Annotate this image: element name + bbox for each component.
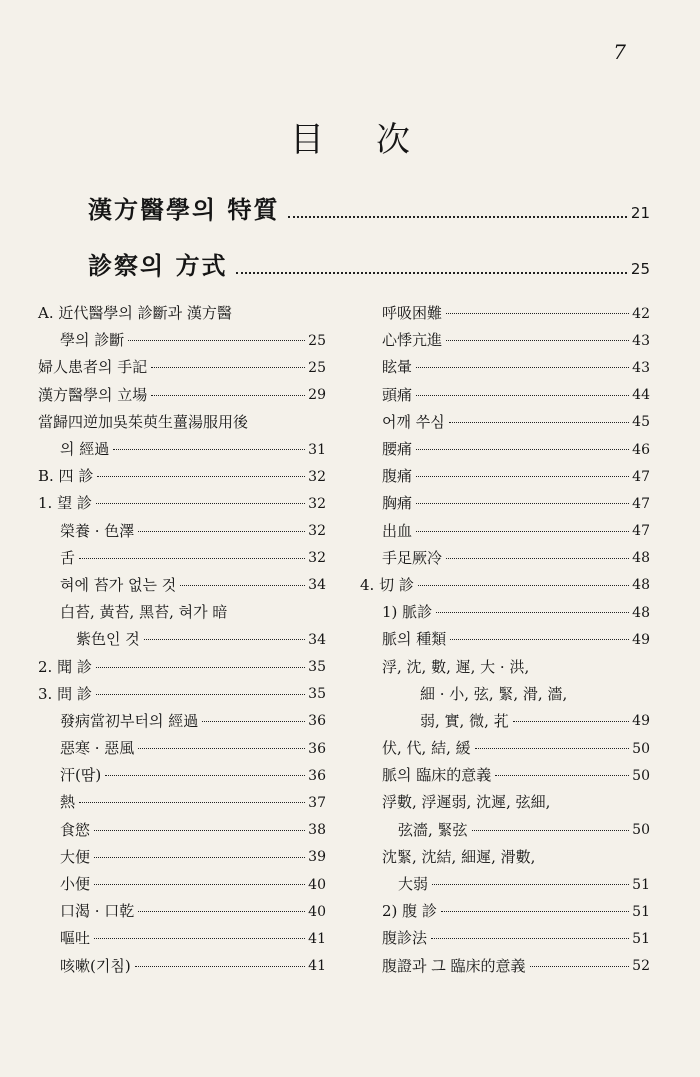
toc-entry [360, 762, 650, 789]
entry-page: 39 [308, 849, 326, 866]
entry-page: 32 [308, 550, 326, 567]
entry-text: 舌 [60, 548, 76, 567]
toc-entry [38, 789, 326, 816]
toc-entry [38, 572, 326, 599]
dot-leader [202, 721, 305, 722]
entry-text: 咳嗽(기침) [60, 956, 131, 975]
toc-entry [360, 599, 650, 626]
dot-leader [151, 367, 305, 368]
dot-leader [446, 313, 629, 314]
dot-leader [418, 585, 629, 586]
entry-page: 25 [630, 260, 650, 278]
dot-leader [441, 911, 629, 912]
entry-text: 어깨 쑤심 [382, 412, 445, 431]
dot-leader [236, 272, 627, 274]
entry-page: 34 [308, 631, 326, 648]
dot-leader [446, 558, 629, 559]
entry-page: 21 [630, 204, 650, 222]
dot-leader [135, 966, 305, 967]
entry-label: 診察의 方式 [88, 252, 228, 280]
entry-page: 32 [308, 495, 326, 512]
toc-entry [360, 789, 650, 816]
entry-page: 44 [632, 387, 650, 404]
dot-leader [432, 884, 629, 885]
toc-entry [360, 681, 650, 708]
toc-entry [38, 925, 326, 952]
entry-text: 浮, 沈, 數, 遲, 大 · 洪, [382, 657, 530, 676]
toc-entry [360, 871, 650, 898]
dot-leader [495, 775, 629, 776]
toc-entry [360, 518, 650, 545]
entry-text: 1) 脈診 [382, 603, 433, 622]
toc-entry [360, 300, 650, 327]
toc-right-column [360, 300, 650, 980]
toc-entry [360, 382, 650, 409]
dot-leader [450, 639, 629, 640]
entry-text: 心悸亢進 [382, 331, 443, 350]
entry-text: 2) 腹 診 [382, 902, 437, 921]
dot-leader [94, 884, 305, 885]
toc-entry [38, 844, 326, 871]
entry-text: 腹證과 그 臨床的意義 [382, 956, 526, 975]
dot-leader [151, 395, 305, 396]
entry-text: 發病當初부터의 經過 [60, 711, 199, 730]
entry-text: 浮數, 浮遲弱, 沈遲, 弦細, [382, 793, 551, 812]
entry-page: 49 [632, 713, 650, 730]
main-entry [88, 190, 650, 225]
dot-leader [436, 612, 629, 613]
entry-page: 48 [632, 604, 650, 621]
entry-text: B. 四 診 [38, 467, 94, 486]
entry-text: 의 經過 [60, 440, 110, 459]
entry-text: 學의 診斷 [60, 331, 125, 350]
entry-text: A. 近代醫學의 診斷과 漢方醫 [38, 304, 232, 323]
toc-entry [360, 817, 650, 844]
dot-leader [431, 938, 629, 939]
toc-entry [360, 409, 650, 436]
dot-leader [105, 775, 305, 776]
page-number: 7 [613, 40, 626, 64]
toc-entry [360, 572, 650, 599]
toc-entry [38, 382, 326, 409]
toc-entry [360, 545, 650, 572]
entry-page: 40 [308, 903, 326, 920]
dot-leader [416, 476, 629, 477]
toc-entry [38, 708, 326, 735]
entry-text: 呼吸困難 [382, 304, 443, 323]
dot-leader [475, 748, 630, 749]
toc-entry [360, 436, 650, 463]
toc-entry [38, 681, 326, 708]
entry-page: 38 [308, 822, 326, 839]
dot-leader [513, 721, 630, 722]
entry-page: 25 [308, 332, 326, 349]
entry-page: 41 [308, 930, 326, 947]
toc-entry [360, 653, 650, 680]
toc-entry [38, 518, 326, 545]
entry-text: 3. 問 診 [38, 684, 92, 703]
toc-entry [38, 463, 326, 490]
entry-page: 37 [308, 794, 326, 811]
entry-text: 大弱 [398, 875, 429, 894]
dot-leader [94, 857, 305, 858]
entry-text: 腰痛 [382, 440, 413, 459]
dot-leader [416, 395, 629, 396]
dot-leader [94, 830, 305, 831]
entry-text: 大便 [60, 847, 91, 866]
dot-leader [144, 639, 305, 640]
entry-page: 43 [632, 332, 650, 349]
entry-text: 腹痛 [382, 467, 413, 486]
page-title: 目次 [290, 120, 462, 160]
toc-entry [38, 898, 326, 925]
toc-entry [360, 735, 650, 762]
entry-text: 當歸四逆加吳茱萸生薑湯服用後 [38, 412, 249, 431]
entry-text: 榮養 · 色澤 [60, 521, 135, 540]
toc-entry [360, 354, 650, 381]
dot-leader [128, 340, 305, 341]
entry-text: 4. 切 診 [360, 575, 414, 594]
dot-leader [446, 340, 629, 341]
entry-page: 51 [632, 903, 650, 920]
toc-entry [360, 844, 650, 871]
entry-page: 35 [308, 686, 326, 703]
toc-left-column [38, 300, 326, 980]
entry-text: 小便 [60, 875, 91, 894]
toc-entry [38, 762, 326, 789]
toc-entry [38, 871, 326, 898]
dot-leader [416, 367, 629, 368]
entry-text: 漢方醫學의 立場 [38, 385, 148, 404]
toc-entry [360, 953, 650, 980]
entry-page: 50 [632, 740, 650, 757]
dot-leader [96, 694, 305, 695]
entry-page: 49 [632, 631, 650, 648]
dot-leader [530, 966, 630, 967]
entry-page: 32 [308, 468, 326, 485]
entry-page: 25 [308, 359, 326, 376]
entry-text: 婦人患者의 手記 [38, 358, 148, 377]
toc-entry [38, 599, 326, 626]
entry-page: 52 [632, 958, 650, 975]
entry-text: 1. 望 診 [38, 494, 92, 513]
dot-leader [416, 531, 629, 532]
entry-page: 29 [308, 387, 326, 404]
entry-text: 脈의 種類 [382, 630, 447, 649]
entry-page: 47 [632, 468, 650, 485]
entry-page: 34 [308, 577, 326, 594]
toc-entry [360, 490, 650, 517]
entry-page: 32 [308, 523, 326, 540]
entry-text: 食慾 [60, 820, 91, 839]
entry-text: 出血 [382, 521, 413, 540]
dot-leader [79, 802, 305, 803]
toc-entry [38, 735, 326, 762]
entry-page: 48 [632, 550, 650, 567]
dot-leader [416, 503, 629, 504]
entry-text: 沈緊, 沈結, 細遲, 滑數, [382, 847, 536, 866]
entry-page: 40 [308, 876, 326, 893]
entry-page: 50 [632, 767, 650, 784]
entry-page: 36 [308, 713, 326, 730]
dot-leader [472, 830, 630, 831]
dot-leader [96, 667, 305, 668]
dot-leader [138, 748, 305, 749]
entry-page: 51 [632, 930, 650, 947]
toc-entry [38, 436, 326, 463]
entry-text: 腹診法 [382, 929, 428, 948]
entry-text: 白苔, 黃苔, 黑苔, 혀가 暗 [60, 603, 228, 622]
main-entry [88, 246, 650, 281]
toc-entry [360, 626, 650, 653]
toc-entry [38, 953, 326, 980]
entry-page: 36 [308, 767, 326, 784]
entry-text: 弦濇, 緊弦 [398, 820, 468, 839]
dot-leader [94, 938, 305, 939]
toc-entry [38, 817, 326, 844]
toc-entry [38, 626, 326, 653]
toc-entry [360, 898, 650, 925]
entry-text: 手足厥冷 [382, 548, 443, 567]
dot-leader [180, 585, 305, 586]
entry-page: 45 [632, 414, 650, 431]
toc-entry [38, 545, 326, 572]
dot-leader [97, 476, 305, 477]
entry-page: 31 [308, 441, 326, 458]
dot-leader [449, 422, 629, 423]
toc-entry [360, 708, 650, 735]
entry-text: 紫色인 것 [76, 630, 140, 649]
dot-leader [113, 449, 305, 450]
entry-text: 頭痛 [382, 385, 413, 404]
dot-leader [138, 911, 305, 912]
entry-text: 胸痛 [382, 494, 413, 513]
entry-page: 51 [632, 876, 650, 893]
toc-entry [38, 354, 326, 381]
entry-page: 50 [632, 822, 650, 839]
entry-page: 42 [632, 305, 650, 322]
dot-leader [138, 531, 305, 532]
entry-page: 46 [632, 441, 650, 458]
dot-leader [96, 503, 305, 504]
entry-text: 眩暈 [382, 358, 413, 377]
entry-page: 47 [632, 523, 650, 540]
toc-entry [360, 925, 650, 952]
entry-page: 35 [308, 659, 326, 676]
toc-entry [360, 463, 650, 490]
dot-leader [288, 216, 627, 218]
entry-page: 43 [632, 359, 650, 376]
entry-page: 47 [632, 495, 650, 512]
dot-leader [79, 558, 305, 559]
entry-page: 48 [632, 577, 650, 594]
entry-text: 伏, 代, 結, 緩 [382, 739, 471, 758]
toc-entry [38, 653, 326, 680]
entry-text: 熱 [60, 793, 76, 812]
entry-page: 41 [308, 958, 326, 975]
toc-entry [38, 300, 326, 327]
entry-text: 혀에 苔가 없는 것 [60, 575, 177, 594]
entry-text: 2. 聞 診 [38, 657, 92, 676]
entry-text: 嘔吐 [60, 929, 91, 948]
toc-entry [38, 327, 326, 354]
toc-entry [38, 409, 326, 436]
entry-label: 漢方醫學의 特質 [88, 196, 280, 224]
toc-entry [360, 327, 650, 354]
entry-text: 脈의 臨床的意義 [382, 766, 492, 785]
dot-leader [416, 449, 629, 450]
entry-text: 口渴 · 口乾 [60, 902, 135, 921]
entry-text: 弱, 實, 微, 芤 [420, 711, 509, 730]
toc-entry [38, 490, 326, 517]
entry-text: 惡寒 · 惡風 [60, 739, 135, 758]
entry-text: 汗(땀) [60, 766, 102, 785]
entry-text: 細 · 小, 弦, 緊, 滑, 濇, [420, 684, 568, 703]
entry-page: 36 [308, 740, 326, 757]
